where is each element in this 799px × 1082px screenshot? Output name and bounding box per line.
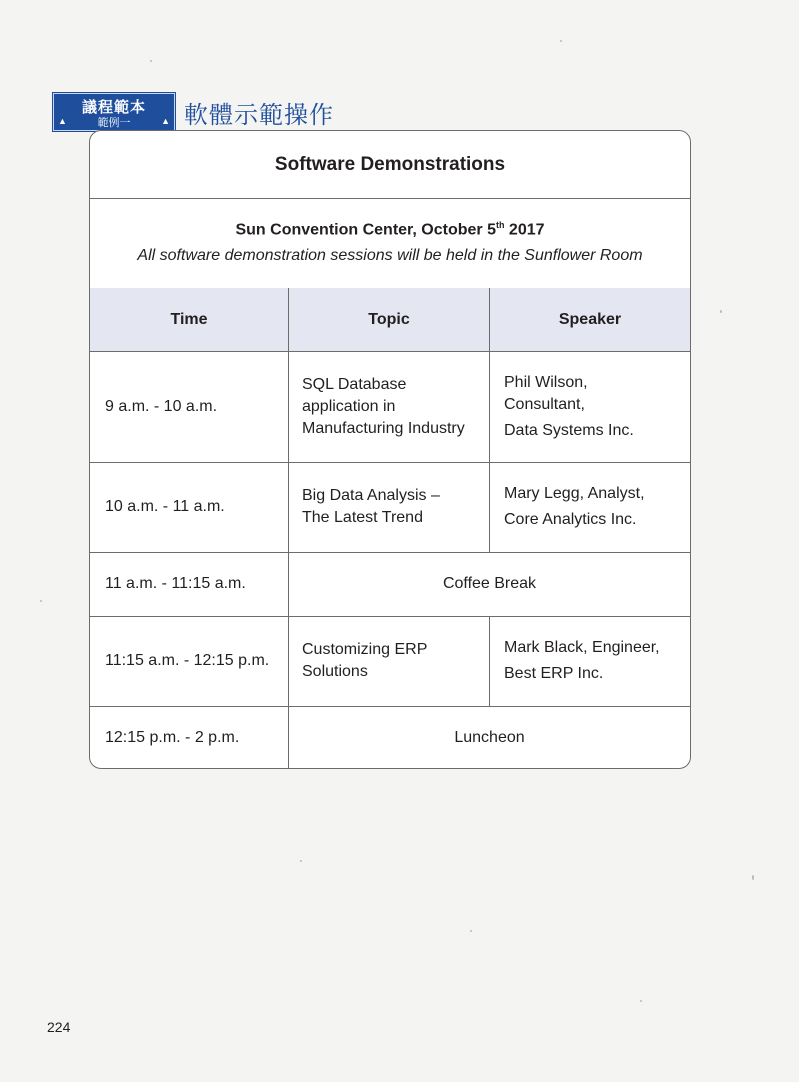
table-row (90, 706, 690, 769)
topic-cell: SQL Database application in Manufacturing Industry (288, 351, 489, 462)
time-cell: 9 a.m. - 10 a.m. (105, 397, 218, 415)
column-header-time: Time (170, 310, 208, 328)
speaker-cell: Phil Wilson, Consultant, Data Systems Inc. (489, 351, 690, 462)
column-header-topic: Topic (288, 288, 489, 351)
badge-subtitle: 範例一 (97, 116, 131, 129)
time-cell: 10 a.m. - 11 a.m. (105, 498, 225, 515)
column-header-speaker: Speaker (489, 288, 690, 351)
table-title: Software Demonstrations (90, 131, 690, 199)
time-cell: 11:15 a.m. - 12:15 p.m. (105, 652, 270, 669)
merged-cell: Coffee Break (288, 552, 690, 616)
template-badge (53, 93, 175, 131)
venue-block (90, 198, 690, 289)
merged-cell: Luncheon (288, 706, 690, 769)
table-row (90, 462, 690, 553)
agenda-table (89, 130, 691, 769)
table-row (90, 351, 690, 463)
time-cell: 12:15 p.m. - 2 p.m. (105, 729, 240, 746)
topic-cell: Customizing ERP Solutions (288, 616, 489, 706)
table-row (90, 616, 690, 707)
venue-note: All software demonstration sessions will be held in the Sunflower Room (137, 247, 643, 264)
table-row (90, 552, 690, 617)
table-header-row (90, 288, 690, 352)
arrow-right-icon: ▲ (161, 116, 170, 126)
topic-cell: Big Data Analysis – The Latest Trend (288, 462, 489, 552)
badge-title: 議程範本 (81, 98, 146, 116)
section-title: 軟體示範操作 (184, 101, 334, 129)
speaker-cell: Mary Legg, Analyst, Core Analytics Inc. (489, 462, 690, 552)
page-number: 224 (47, 1019, 71, 1035)
time-cell: 11 a.m. - 11:15 a.m. (105, 575, 246, 592)
speaker-cell: Mark Black, Engineer, Best ERP Inc. (489, 616, 690, 706)
arrow-left-icon: ▲ (58, 116, 67, 126)
venue-line: Sun Convention Center, October 5th 2017 (235, 220, 545, 239)
